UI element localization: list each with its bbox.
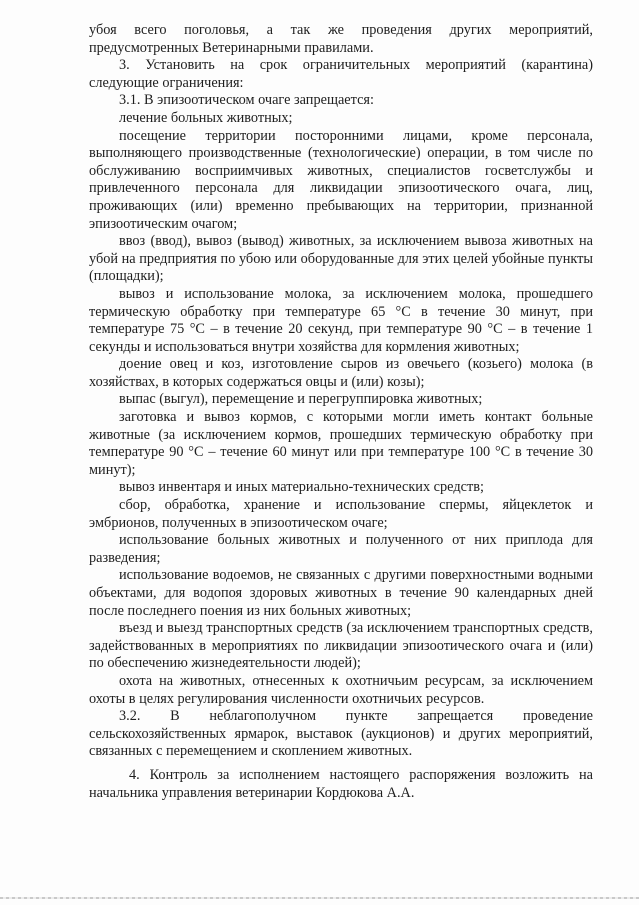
restriction-inventory: вывоз инвентаря и иных материально-технических средств; <box>119 479 484 496</box>
paragraph-item-4: 4. Контроль за исполнением настоящего распоряжения возложить на начальника управления ветеринарии Кордюкова А.А. <box>89 766 593 801</box>
paragraph-continuation: убоя всего поголовья, а так же проведения других мероприятий, предусмотренных Ветеринарными правилами. <box>89 22 593 56</box>
restriction-milk: вывоз и использование молока, за исключением молока, прошедшего термическую обработку при температуре 65 °С в течение 30 минут, при температуре 75 °С – в течение 20 секунд, при температуре 90 °С – в течение 1 секунды и использоваться внутри хозяйства для кормления животных; <box>89 285 593 355</box>
restriction-treatment: лечение больных животных; <box>119 109 293 126</box>
document-body <box>89 22 593 802</box>
restriction-hunting: охота на животных, отнесенных к охотничьим ресурсам, за исключением охоты в целях регулирования численности охотничьих ресурсов. <box>89 672 593 707</box>
paragraph-item-3-1: 3.1. В эпизоотическом очаге запрещается: <box>119 92 374 109</box>
paragraph-item-3-2: 3.2. В неблагополучном пункте запрещается проведение сельскохозяйственных ярмарок, выставок (аукционов) и других мероприятий, связанных с перемещением и скоплением животных. <box>89 708 593 760</box>
restriction-genetic-material: сбор, обработка, хранение и использование спермы, яйцеклеток и эмбрионов, полученных в эпизоотическом очаге; <box>89 497 593 531</box>
page-bottom-edge <box>0 897 639 899</box>
restriction-vehicles: въезд и выезд транспортных средств (за исключением транспортных средств, задействованных в мероприятиях по ликвидации эпизоотического очага и (или) по обеспечению жизнедеятельности людей); <box>89 620 593 672</box>
paragraph-item-3: 3. Установить на срок ограничительных мероприятий (карантина) следующие ограничения: <box>89 57 593 91</box>
restriction-feed: заготовка и вывоз кормов, с которыми могли иметь контакт больные животные (за исключением кормов, прошедших термическую обработку при температуре 90 °С – течение 60 минут или при температуре 100 °С в течение 30 минут); <box>89 409 593 478</box>
restriction-water-bodies: использование водоемов, не связанных с другими поверхностными водными объектами, для водопоя здоровых животных в течение 90 календарных дней после последнего поения из них больных животных; <box>89 567 593 619</box>
restriction-animal-movement: ввоз (ввод), вывоз (вывод) животных, за исключением вывоза животных на убой на предприятия по убою или оборудованные для этих целей убойные пункты (площадки); <box>89 233 593 285</box>
restriction-milking: доение овец и коз, изготовление сыров из овечьего (козьего) молока (в хозяйствах, в которых содержаться овцы и (или) козы); <box>89 356 593 390</box>
restriction-visits: посещение территории посторонними лицами, кроме персонала, выполняющего производственные (технологические) операции, в том числе по обслуживанию восприимчивых животных, специалистов госветслужбы и привлеченного персонала для ликвидации эпизоотического очага, лиц, проживающих (или) временно пребывающих на территории, признанной эпизоотическим очагом; <box>89 127 593 232</box>
restriction-breeding: использование больных животных и полученного от них приплода для разведения; <box>89 532 593 566</box>
restriction-grazing: выпас (выгул), перемещение и перегруппировка животных; <box>119 391 483 408</box>
